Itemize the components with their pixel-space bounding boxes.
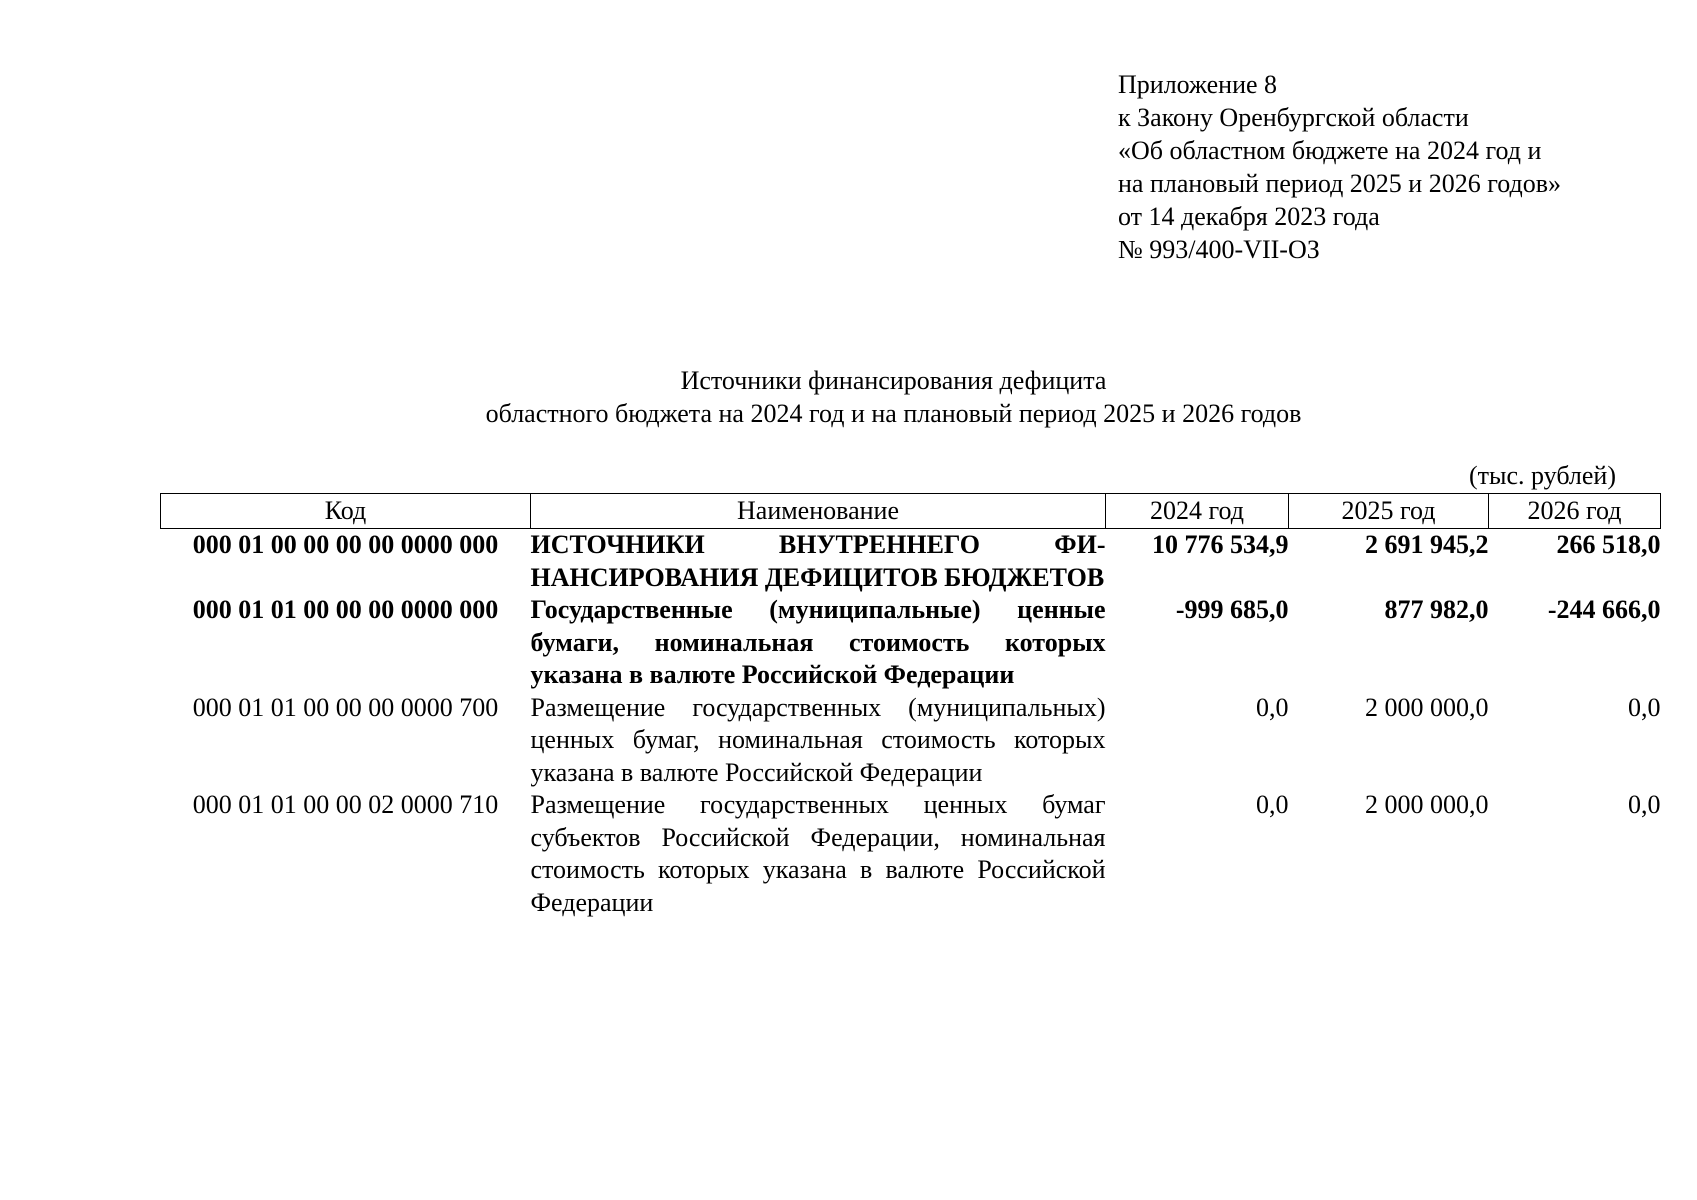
row-value-2024: 0,0 bbox=[1256, 790, 1289, 819]
budget-sources-table bbox=[160, 493, 1661, 919]
appendix-line: «Об областном бюджете на 2024 год и bbox=[1118, 136, 1542, 165]
row-value-2026: 266 518,0 bbox=[1556, 530, 1661, 559]
title-line-2: областного бюджета на 2024 год и на плановый период 2025 и 2026 годов bbox=[485, 399, 1302, 428]
row-code: 000 01 01 00 00 02 0000 710 bbox=[192, 790, 499, 819]
appendix-line: № 993/400-VII-ОЗ bbox=[1118, 235, 1320, 264]
table-row bbox=[161, 529, 1661, 595]
title-line-1: Источники финансирования дефицита bbox=[680, 366, 1107, 395]
appendix-line: Приложение 8 bbox=[1118, 70, 1278, 99]
row-name: ИСТОЧНИКИ ВНУТРЕННЕГО ФИНАНСИРОВАНИЯ ДЕФИЦИТОВ БЮДЖЕТОВ bbox=[530, 530, 1106, 592]
header-2024: 2024 год bbox=[1106, 494, 1289, 529]
row-value-2024: 0,0 bbox=[1256, 692, 1289, 722]
row-code: 000 01 00 00 00 00 0000 000 bbox=[192, 530, 499, 559]
row-value-2026: 0,0 bbox=[1628, 790, 1661, 819]
document-title bbox=[0, 364, 1697, 430]
table-row bbox=[161, 594, 1661, 692]
row-value-2026: 0,0 bbox=[1628, 692, 1661, 722]
table-header-row bbox=[161, 494, 1661, 529]
table-row bbox=[161, 789, 1661, 919]
table-row bbox=[161, 692, 1661, 790]
row-name: Размещение государственных ценных бумаг субъектов Российской Федерации, номинальная стоимость которых указана в валюте Российской Федерации bbox=[530, 790, 1106, 917]
row-value-2024: 10 776 534,9 bbox=[1152, 530, 1289, 559]
appendix-line: к Закону Оренбургской области bbox=[1118, 103, 1469, 132]
header-name: Наименование bbox=[531, 494, 1106, 529]
unit-label: (тыс. рублей) bbox=[1468, 461, 1616, 490]
row-value-2025: 2 000 000,0 bbox=[1365, 692, 1489, 722]
row-value-2026: -244 666,0 bbox=[1547, 595, 1661, 624]
row-value-2024: -999 685,0 bbox=[1175, 595, 1289, 624]
row-name: Размещение государственных (муниципальных) ценных бумаг, номинальная стоимость которых указана в валюте Российской Федерации bbox=[530, 692, 1106, 787]
row-value-2025: 877 982,0 bbox=[1384, 595, 1489, 624]
row-value-2025: 2 000 000,0 bbox=[1365, 790, 1489, 819]
row-name: Государственные (муниципальные) ценные бумаги, номинальная стоимость которых указана в валюте Российской Федерации bbox=[530, 595, 1106, 689]
row-code: 000 01 01 00 00 00 0000 000 bbox=[192, 595, 499, 624]
header-2025: 2025 год bbox=[1289, 494, 1489, 529]
appendix-line: на плановый период 2025 и 2026 годов» bbox=[1118, 169, 1561, 198]
row-code: 000 01 01 00 00 00 0000 700 bbox=[192, 692, 499, 722]
appendix-line: от 14 декабря 2023 года bbox=[1118, 202, 1380, 231]
header-code: Код bbox=[161, 494, 531, 529]
header-2026: 2026 год bbox=[1489, 494, 1661, 529]
appendix-block bbox=[1118, 68, 1678, 266]
row-value-2025: 2 691 945,2 bbox=[1365, 530, 1489, 559]
